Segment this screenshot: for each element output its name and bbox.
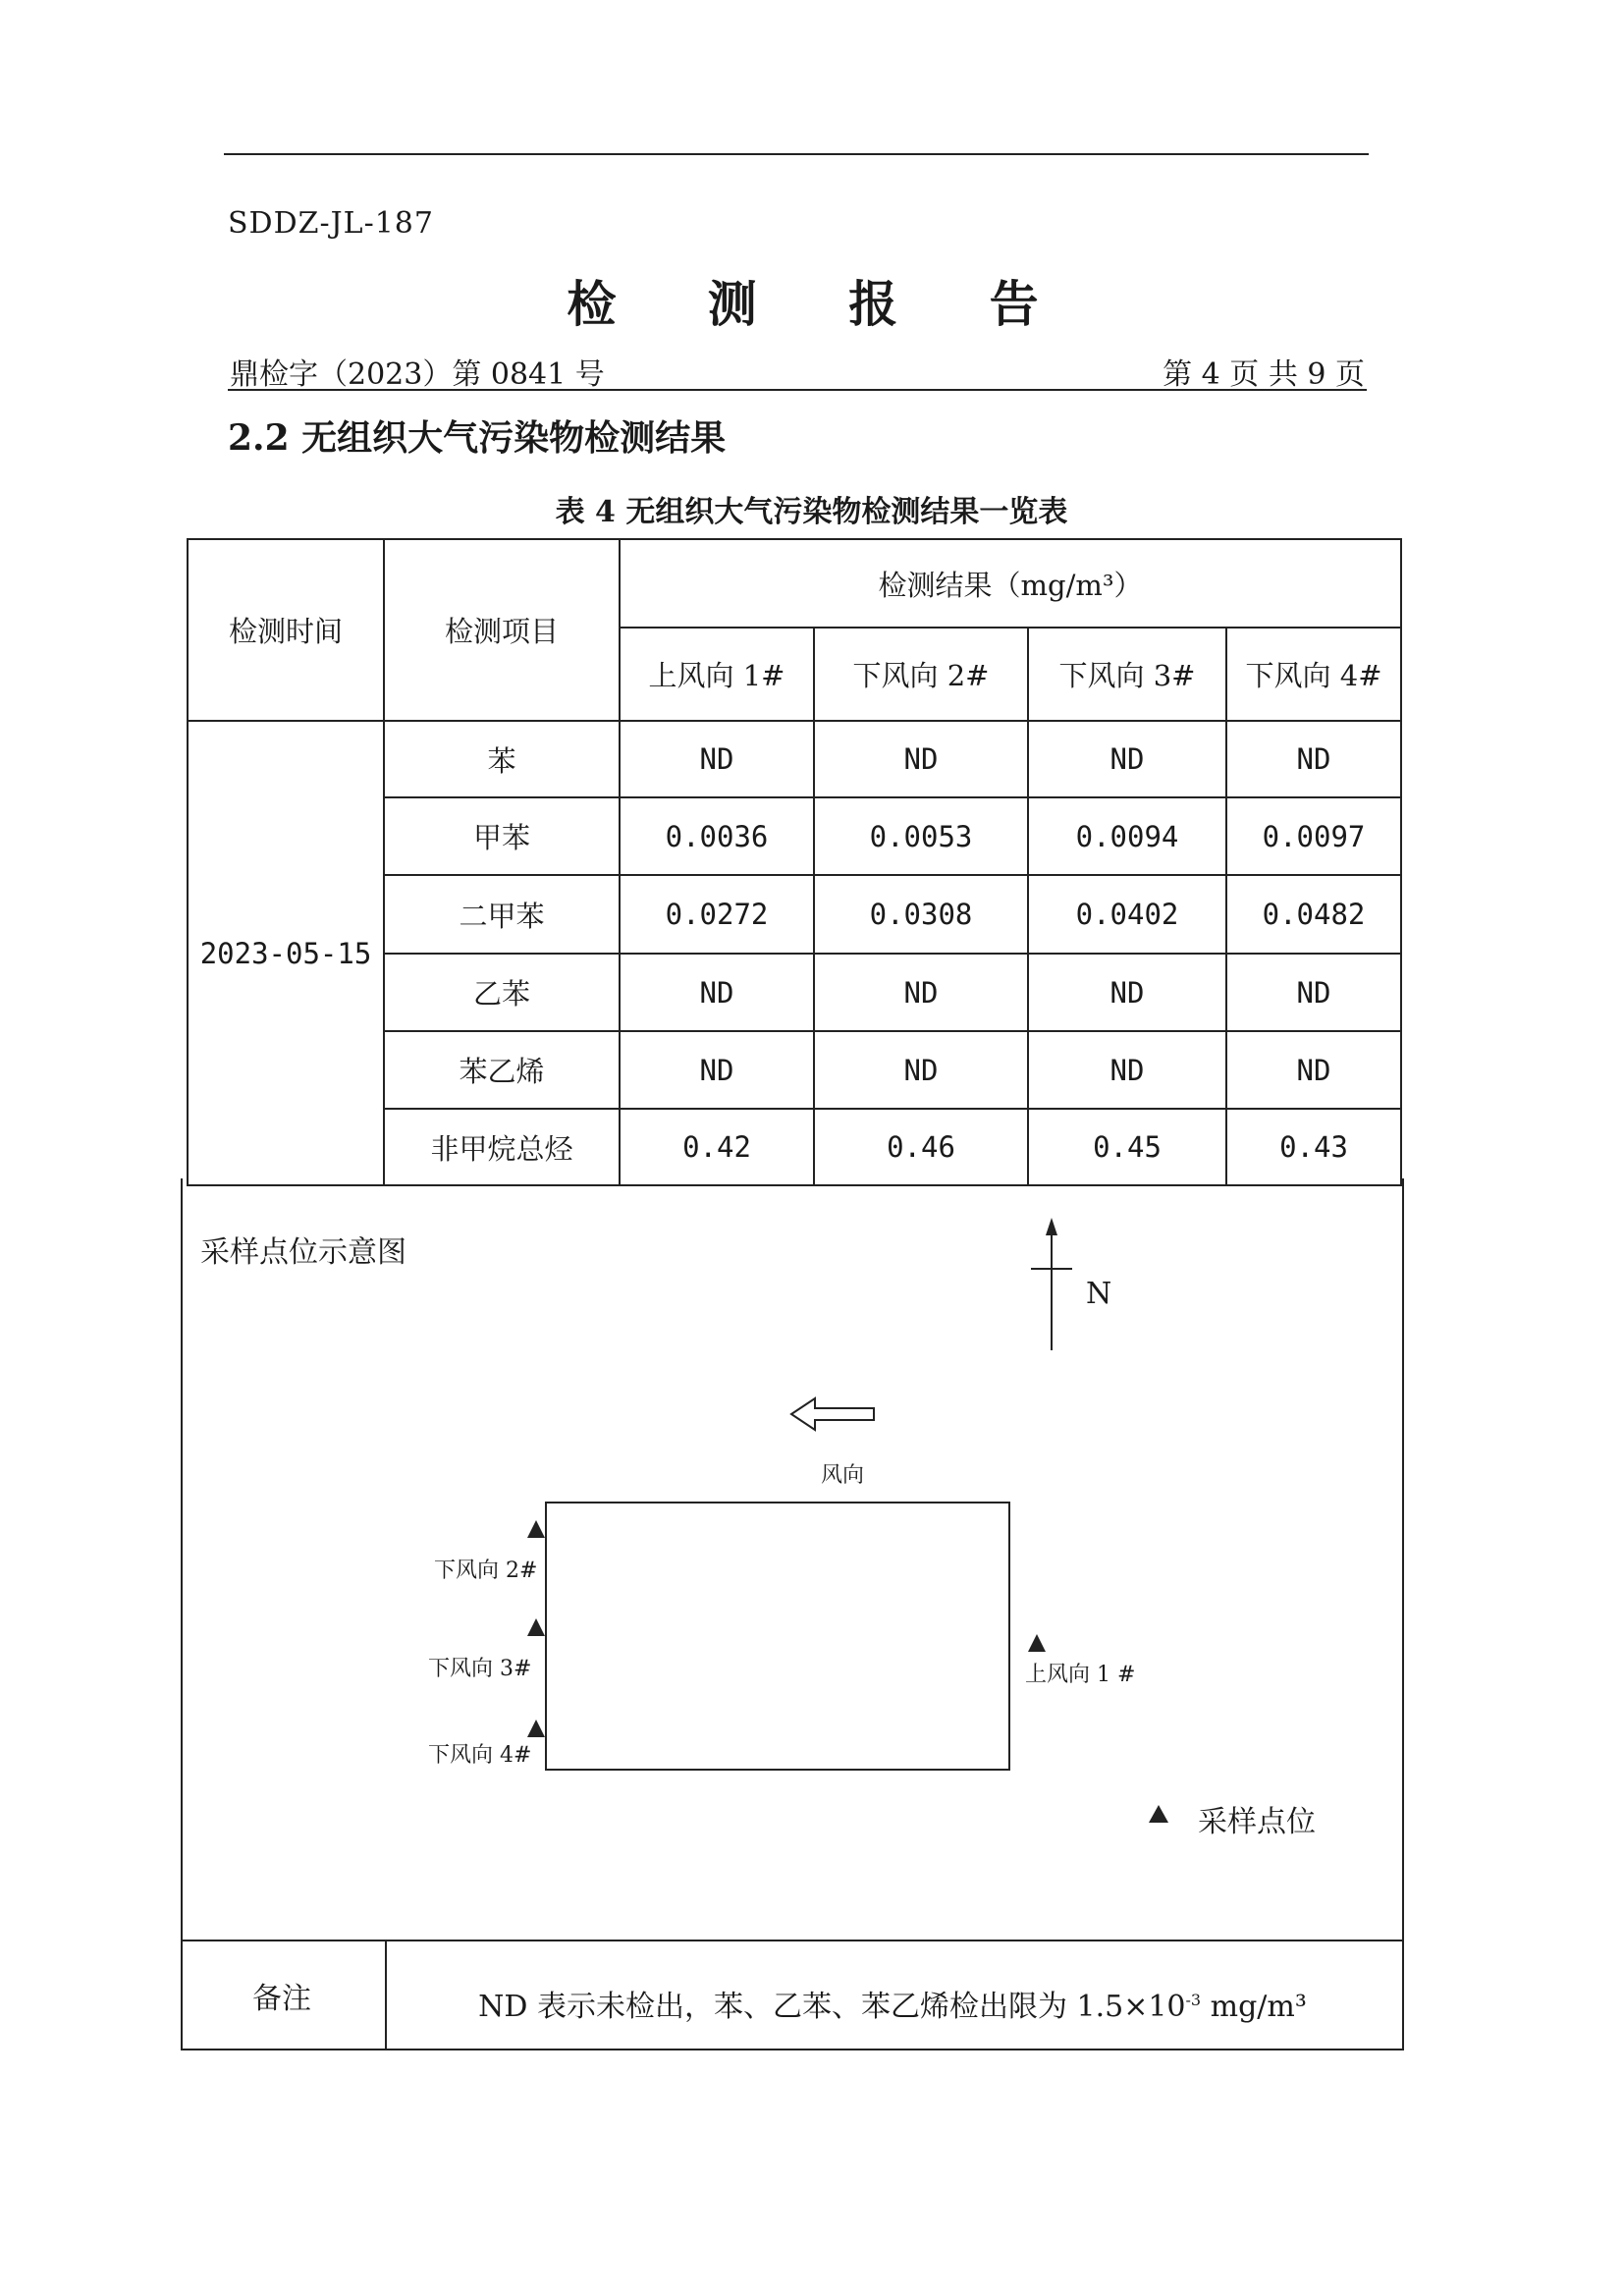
header-point: 下风向 4# bbox=[1226, 628, 1401, 721]
sampling-point-2-icon bbox=[527, 1520, 545, 1538]
date-cell: 2023-05-15 bbox=[188, 721, 384, 1185]
table-caption: 表 4 无组织大气污染物检测结果一览表 bbox=[555, 495, 1068, 529]
value-cell: ND bbox=[814, 1031, 1028, 1109]
note-label: 备注 bbox=[252, 1982, 311, 2016]
value-cell: 0.0094 bbox=[1028, 797, 1226, 875]
sampling-point-4-icon bbox=[527, 1720, 545, 1737]
value-cell: ND bbox=[1226, 721, 1401, 797]
value-cell: ND bbox=[1226, 954, 1401, 1031]
value-cell: 0.0053 bbox=[814, 797, 1028, 875]
page-info: 第 4 页 共 9 页 bbox=[1163, 357, 1365, 392]
value-cell: ND bbox=[1028, 1031, 1226, 1109]
legend-label: 采样点位 bbox=[1198, 1805, 1316, 1839]
value-cell: ND bbox=[1028, 721, 1226, 797]
item-cell: 非甲烷总烃 bbox=[384, 1109, 620, 1185]
header-point: 下风向 3# bbox=[1028, 628, 1226, 721]
document-id: SDDZ-JL-187 bbox=[228, 206, 434, 241]
wind-direction-arrow-icon bbox=[791, 1398, 874, 1430]
value-cell: 0.0272 bbox=[620, 875, 814, 954]
point-label-1: 上风向 1 # bbox=[1025, 1663, 1136, 1687]
value-cell: 0.46 bbox=[814, 1109, 1028, 1185]
sampling-point-3-icon bbox=[527, 1618, 545, 1636]
sampling-point-1-icon bbox=[1028, 1634, 1046, 1652]
item-cell: 乙苯 bbox=[384, 954, 620, 1031]
report-title: 检 测 报 告 bbox=[567, 275, 1076, 333]
value-cell: ND bbox=[1226, 1031, 1401, 1109]
header-point: 下风向 2# bbox=[814, 628, 1028, 721]
note-unit: mg/m³ bbox=[1201, 1990, 1307, 2024]
value-cell: ND bbox=[1028, 954, 1226, 1031]
value-cell: 0.43 bbox=[1226, 1109, 1401, 1185]
header-result: 检测结果（mg/m³） bbox=[620, 539, 1401, 628]
value-cell: 0.45 bbox=[1028, 1109, 1226, 1185]
section-title: 2.2 无组织大气污染物检测结果 bbox=[228, 417, 727, 459]
value-cell: ND bbox=[620, 721, 814, 797]
header-time: 检测时间 bbox=[188, 539, 384, 721]
header-point: 上风向 1# bbox=[620, 628, 814, 721]
map-title: 采样点位示意图 bbox=[200, 1235, 406, 1270]
north-label: N bbox=[1086, 1277, 1112, 1311]
value-cell: 0.0036 bbox=[620, 797, 814, 875]
note-text bbox=[385, 1982, 1400, 2025]
point-label-2: 下风向 2# bbox=[434, 1558, 538, 1583]
value-cell: 0.0097 bbox=[1226, 797, 1401, 875]
value-cell: 0.0482 bbox=[1226, 875, 1401, 954]
value-cell: 0.42 bbox=[620, 1109, 814, 1185]
wind-label: 风向 bbox=[821, 1463, 865, 1488]
legend-triangle-icon bbox=[1149, 1805, 1168, 1823]
item-cell: 二甲苯 bbox=[384, 875, 620, 954]
item-cell: 苯乙烯 bbox=[384, 1031, 620, 1109]
reference-number: 鼎检字（2023）第 0841 号 bbox=[230, 357, 605, 392]
point-label-4: 下风向 4# bbox=[428, 1743, 532, 1768]
value-cell: ND bbox=[814, 721, 1028, 797]
item-cell: 甲苯 bbox=[384, 797, 620, 875]
item-cell: 苯 bbox=[384, 721, 620, 797]
value-cell: ND bbox=[814, 954, 1028, 1031]
header-item: 检测项目 bbox=[384, 539, 620, 721]
site-boundary bbox=[546, 1503, 1009, 1770]
note-exponent: -3 bbox=[1185, 1991, 1202, 2009]
value-cell: 0.0402 bbox=[1028, 875, 1226, 954]
value-cell: ND bbox=[620, 954, 814, 1031]
value-cell: ND bbox=[620, 1031, 814, 1109]
point-label-3: 下风向 3# bbox=[428, 1657, 532, 1681]
note-text-main: ND 表示未检出，苯、乙苯、苯乙烯检出限为 1.5×10 bbox=[478, 1990, 1186, 2024]
north-arrow-icon bbox=[1031, 1218, 1072, 1350]
value-cell: 0.0308 bbox=[814, 875, 1028, 954]
